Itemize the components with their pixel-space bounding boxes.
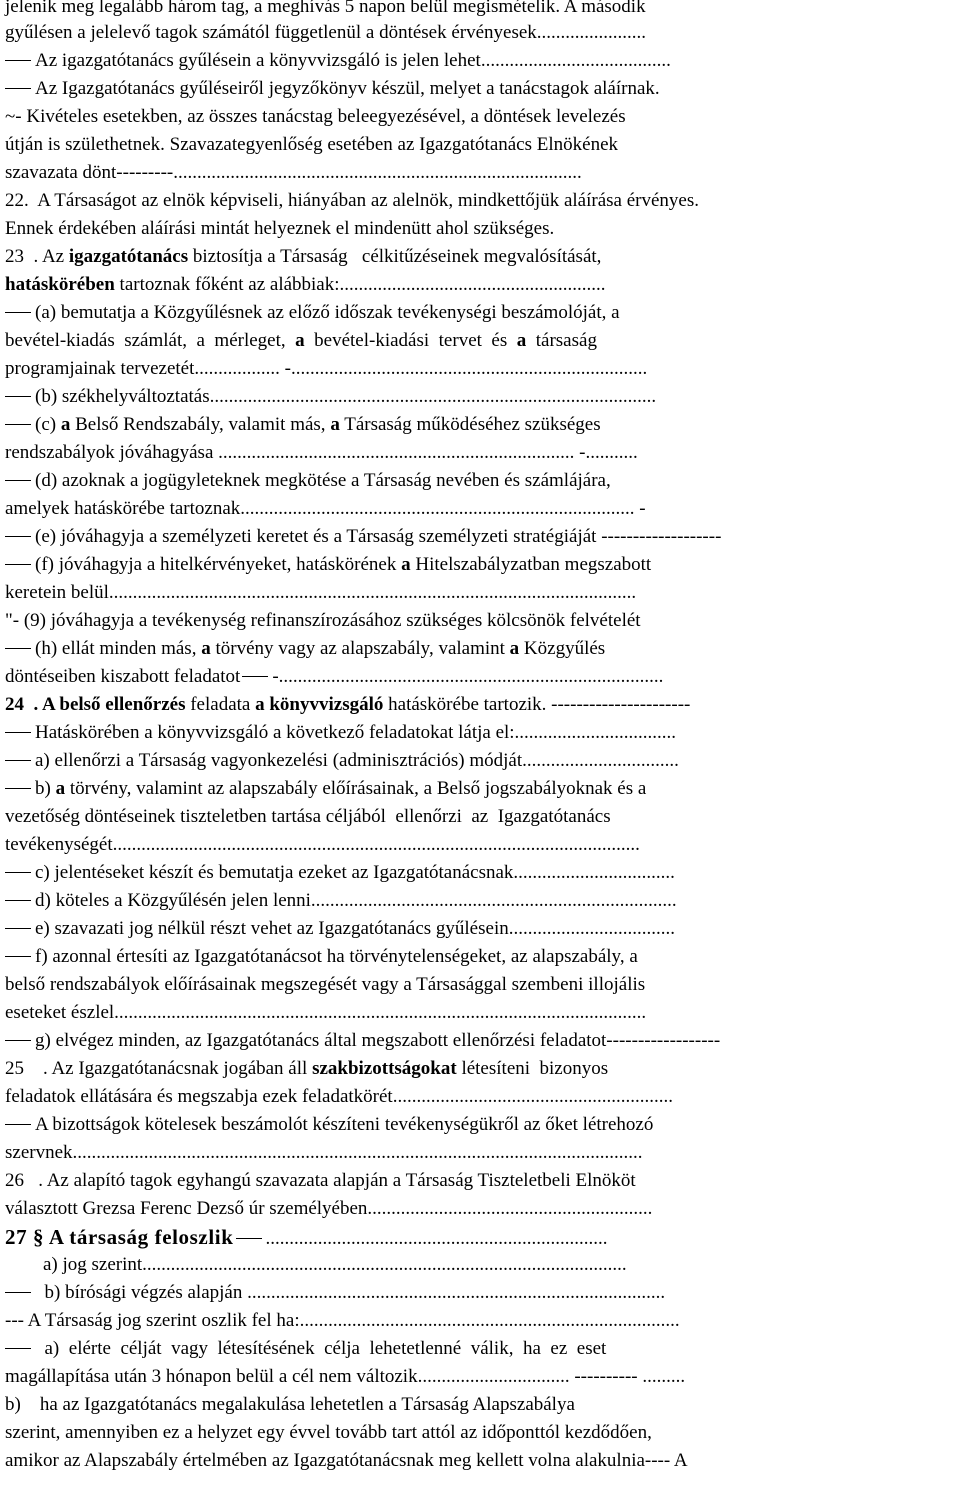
text-run: a) jog szerint......................................................................................................: [5, 1254, 627, 1275]
text-run: Az Igazgatótanács gyűléseiről jegyzőkönyv készül, melyet a tanácstagok aláírnak.: [35, 78, 660, 99]
text-line: [5, 1112, 653, 1138]
text-run: belső rendszabályok előírásainak megszegését vagy a Társasággal szembeni illojális: [5, 974, 646, 995]
text-run: c) jelentéseket készít és bemutatja ezeket az Igazgatótanácsnak..................................: [35, 862, 675, 883]
em-dash-rule: [5, 1292, 31, 1293]
text-run: ........................................................................: [265, 1228, 608, 1249]
em-dash-rule: [5, 1040, 31, 1041]
text-line: [5, 748, 679, 774]
text-run: törvény, valamint az alapszabály előírásainak, a Belső jogszabályoknak és a: [65, 778, 647, 799]
text-run: a) elérte célját vagy létesítésének célja lehetetlenné válik, ha ez eset: [35, 1338, 607, 1359]
text-line: [5, 1308, 680, 1334]
text-line: [5, 1028, 720, 1054]
text-run: szervnek........................................................................................................................: [5, 1142, 643, 1163]
text-line: [5, 1448, 688, 1474]
text-run: e) szavazati jog nélkül részt vehet az Igazgatótanács gyűlésein...................................: [35, 918, 675, 939]
text-run: feladatok ellátására és megszabja ezek feladatkörét...........................................................: [5, 1086, 673, 1107]
text-line: [5, 608, 641, 634]
text-line: [5, 1084, 673, 1110]
text-run: (c): [35, 414, 61, 435]
text-run: (a) bemutatja a Közgyűlésnek az előző időszak tevékenységi beszámolóját, a: [35, 302, 620, 323]
em-dash-rule: [5, 480, 31, 481]
section-heading: 27 § A társaság feloszlik: [5, 1225, 234, 1249]
text-line: [5, 1140, 643, 1166]
text-run: ~- Kivételes esetekben, az összes tanácstag beleegyezésével, a döntések levelezés: [5, 106, 626, 127]
text-run: -.................................................................................: [272, 666, 664, 687]
bold-text: a: [330, 414, 340, 435]
text-run: szerint, amennyiben ez a helyzet egy évvel tovább tart attól az időponttól kezdődően,: [5, 1422, 652, 1443]
text-run: 26 . Az alapító tagok egyhangú szavazata alapján a Társaság Tiszteletbeli Elnököt: [5, 1170, 636, 1191]
text-run: Belső Rendszabály, valamit más,: [70, 414, 331, 435]
text-run: döntéseiben kiszabott feladatot: [5, 666, 241, 687]
em-dash-rule: [5, 1124, 31, 1125]
text-run: tevékenységét...............................................................................................................: [5, 834, 640, 855]
text-run: (d) azoknak a jogügyleteknek megkötése a Társaság nevében és számlájára,: [35, 470, 611, 491]
bold-text: a: [509, 638, 520, 659]
bold-text: a: [516, 330, 527, 351]
em-dash-rule: [5, 648, 31, 649]
text-line: [5, 188, 699, 214]
em-dash-rule: [5, 60, 31, 61]
text-run: gyűlésen a jelelevő tagok számától függetlenül a döntések érvényesek.......................: [5, 22, 647, 43]
text-line: [5, 216, 554, 242]
text-run: a) ellenőrzi a Társaság vagyonkezelési (adminisztrációs) módját.................................: [35, 750, 679, 771]
em-dash-rule: [5, 1348, 31, 1349]
text-line: [5, 1000, 646, 1026]
text-run: bevétel-kiadás számlát, a mérleget,: [5, 330, 296, 351]
text-line: [5, 104, 626, 130]
bold-text: szakbizottságokat: [312, 1058, 457, 1079]
text-line: [5, 860, 675, 886]
text-line: [5, 580, 636, 606]
text-line: [5, 440, 638, 466]
text-line: [5, 720, 676, 746]
text-line: [5, 496, 646, 522]
text-run: Közgyűlés: [519, 638, 606, 659]
text-run: 23 . Az: [5, 246, 69, 267]
bold-text: a: [401, 554, 411, 575]
text-run: létesíteni bizonyos: [456, 1058, 609, 1079]
text-run: hatáskörébe tartozik. ----------------------: [383, 694, 691, 715]
bold-text: hatáskörében: [5, 274, 115, 295]
text-run: Hitelszabályzatban megszabott: [410, 554, 652, 575]
text-line: [5, 1056, 608, 1082]
text-run: Az igazgatótanács gyűlésein a könyvvizsgáló is jelen lehet........................................: [35, 50, 671, 71]
text-line: [5, 664, 663, 690]
em-dash-rule: [5, 760, 31, 761]
text-line: [5, 1252, 627, 1278]
text-line: [5, 244, 601, 270]
text-run: szavazata dönt---------......................................................................................: [5, 162, 582, 183]
text-run: magállapítása után 3 hónapon belül a cél nem változik................................ ---------- .........: [5, 1366, 686, 1387]
text-run: b): [35, 778, 56, 799]
text-run: d) köteles a Közgyűlésén jelen lenni.............................................................................: [35, 890, 677, 911]
text-line: [5, 692, 690, 718]
em-dash-rule: [5, 900, 31, 901]
em-dash-rule: [5, 396, 31, 397]
text-line: [5, 524, 721, 550]
text-run: jelenik meg legalább három tag, a meghívás 5 napon belül megismételik. A második: [5, 0, 646, 17]
text-run: eseteket észlel................................................................................................................: [5, 1002, 647, 1023]
text-run: feladata: [185, 694, 256, 715]
text-run: rendszabályok jóváhagyása ........................................................................... -...........: [5, 442, 638, 463]
text-line: [5, 944, 638, 970]
text-run: választott Grezsa Ferenc Dezső úr személyében............................................................: [5, 1198, 653, 1219]
text-line: [5, 300, 620, 326]
bold-text: a: [55, 778, 66, 799]
text-run: útján is születhetnek. Szavazategyenlőség esetében az Igazgatótanács Elnökének: [5, 134, 619, 155]
text-line: [5, 468, 611, 494]
text-line: [5, 1280, 665, 1306]
text-run: tartoznak főként az alábbiak:........................................................: [114, 274, 606, 295]
text-run: A bizottságok kötelesek beszámolót készíteni tevékenységükről az őket létrehozó: [35, 1114, 654, 1135]
text-line: [5, 76, 660, 102]
text-run: (h) ellát minden más,: [35, 638, 202, 659]
text-line: [5, 804, 611, 830]
em-dash-rule: [5, 312, 31, 313]
text-run: keretein belül...............................................................................................................: [5, 582, 637, 603]
text-line: [5, 1420, 652, 1446]
text-line: [5, 412, 601, 438]
text-line: [5, 48, 671, 74]
text-line: [5, 384, 656, 410]
text-run: b) bírósági végzés alapján ........................................................................................: [35, 1282, 666, 1303]
text-line: [5, 888, 677, 914]
text-line: [5, 328, 597, 354]
text-run: --- A Társaság jog szerint oszlik fel ha:................................................................................: [5, 1310, 680, 1331]
text-line: [5, 1336, 606, 1362]
bold-text: a: [201, 638, 211, 659]
text-line: [5, 1224, 608, 1250]
bold-text: a: [60, 414, 71, 435]
text-line: [5, 1392, 575, 1418]
text-line: [5, 132, 618, 158]
text-run: Hatáskörében a könyvvizsgáló a következő feladatokat látja el:..................................: [35, 722, 677, 743]
text-run: [24, 694, 34, 715]
text-line: [5, 916, 675, 942]
em-dash-rule: [5, 788, 31, 789]
text-line: [5, 272, 606, 298]
text-run: f) azonnal értesíti az Igazgatótanácsot ha törvénytelenségeket, az alapszabály, a: [35, 946, 638, 967]
em-dash-rule: [242, 676, 268, 677]
em-dash-rule: [5, 88, 31, 89]
em-dash-rule: [5, 928, 31, 929]
text-line: [5, 20, 646, 46]
text-line: [5, 1168, 636, 1194]
text-run: (f) jóváhagyja a hitelkérvényeket, hatáskörének: [35, 554, 402, 575]
text-run: amelyek hatáskörébe tartoznak................................................................................... -: [5, 498, 646, 519]
em-dash-rule: [236, 1238, 262, 1239]
em-dash-rule: [5, 956, 31, 957]
text-run: 22. A Társaságot az elnök képviseli, hiányában az alelnök, mindkettőjük aláírása érvényes.: [5, 190, 699, 211]
bold-text: 24: [5, 694, 24, 715]
text-run: b) ha az Igazgatótanács megalakulása lehetetlen a Társaság Alapszabálya: [5, 1394, 575, 1415]
text-line: [5, 0, 646, 20]
text-run: g) elvégez minden, az Igazgatótanács által megszabott ellenőrzési feladatot------------------: [35, 1030, 721, 1051]
text-line: [5, 552, 651, 578]
text-line: [5, 1196, 652, 1222]
text-line: [5, 972, 645, 998]
text-run: 25 . Az Igazgatótanácsnak jogában áll: [5, 1058, 313, 1079]
text-line: [5, 356, 647, 382]
text-run: Társaság működéséhez szükséges: [339, 414, 601, 435]
bold-text: a: [295, 330, 305, 351]
text-line: [5, 160, 582, 186]
text-run: törvény vagy az alapszabály, valamint: [210, 638, 510, 659]
bold-text: . A belső ellenőrzés: [33, 694, 186, 715]
text-run: programjainak tervezetét.................. -...........................................................................: [5, 358, 648, 379]
bold-text: a könyvvizsgáló: [255, 694, 384, 715]
text-line: [5, 776, 646, 802]
text-line: [5, 1364, 685, 1390]
em-dash-rule: [5, 536, 31, 537]
text-run: amikor az Alapszabály értelmében az Igazgatótanácsnak meg kellett volna alakulnia---- A: [5, 1450, 688, 1471]
em-dash-rule: [5, 732, 31, 733]
text-run: vezetőség döntéseinek tiszteletben tartása céljából ellenőrzi az Igazgatótanács: [5, 806, 611, 827]
text-run: biztosítja a Társaság célkitűzéseinek megvalósítását,: [188, 246, 602, 267]
em-dash-rule: [5, 424, 31, 425]
bold-text: igazgatótanács: [68, 246, 189, 267]
text-run: (e) jóváhagyja a személyzeti keretet és a Társaság személyzeti stratégiáját -------------------: [35, 526, 722, 547]
text-run: "- (9) jóváhagyja a tevékenység refinanszírozásához szükséges kölcsönök felvételét: [5, 610, 641, 631]
text-run: (b) székhelyváltoztatás..............................................................................................: [35, 386, 657, 407]
em-dash-rule: [5, 872, 31, 873]
text-line: [5, 636, 605, 662]
text-run: bevétel-kiadási tervet és: [304, 330, 517, 351]
text-line: [5, 832, 640, 858]
em-dash-rule: [5, 564, 31, 565]
text-run: Ennek érdekében aláírási mintát helyeznek el mindenütt ahol szükséges.: [5, 218, 555, 239]
text-run: társaság: [526, 330, 597, 351]
